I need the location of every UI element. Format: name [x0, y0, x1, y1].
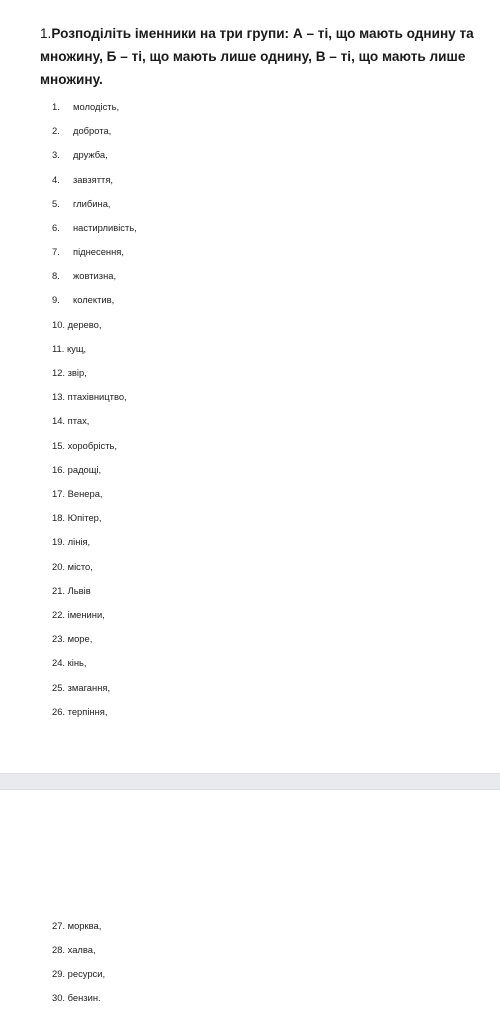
- list-item: 6. настирливість,: [52, 222, 137, 233]
- list-item: 30. бензин.: [52, 992, 101, 1003]
- list-item: 9. колектив,: [52, 294, 115, 305]
- list-item: 16. радощі,: [52, 464, 102, 475]
- list-item: 25. змагання,: [52, 682, 111, 693]
- list-item: 23. море,: [52, 633, 93, 644]
- list-item: 22. іменини,: [52, 609, 105, 620]
- page-break-divider: [0, 773, 500, 790]
- list-item: 18. Юпітер,: [52, 512, 102, 523]
- list-item: 3. дружба,: [52, 149, 108, 160]
- list-item: 1. молодість,: [52, 101, 120, 112]
- task-text: Розподіліть іменники на три групи: А – ті, що мають однину та множину, Б – ті, що мають лише однину, В – ті, що мають лише множину.: [40, 26, 474, 87]
- list-item: 12. звір,: [52, 367, 87, 378]
- list-item: 7. піднесення,: [52, 246, 124, 257]
- task-number: 1.: [40, 26, 52, 41]
- list-item: 21. Львів: [52, 585, 91, 596]
- list-item: 29. ресурси,: [52, 968, 106, 979]
- list-item: 19. лінія,: [52, 536, 91, 547]
- list-item: 27. морква,: [52, 920, 102, 931]
- list-item: 2. доброта,: [52, 125, 112, 136]
- list-item: 15. хоробрість,: [52, 440, 117, 451]
- list-item: 24. кінь,: [52, 657, 87, 668]
- list-item: 13. птахівництво,: [52, 391, 127, 402]
- list-item: 10. дерево,: [52, 319, 102, 330]
- list-item: 11. кущ,: [52, 343, 87, 354]
- list-item: 17. Венера,: [52, 488, 103, 499]
- task-heading: [40, 22, 485, 91]
- list-item: 14. птах,: [52, 415, 90, 426]
- list-item: 26. терпіння,: [52, 706, 108, 717]
- document-page-2: [0, 790, 500, 1018]
- list-item: 5. глибина,: [52, 198, 111, 209]
- list-item: 8. жовтизна,: [52, 270, 117, 281]
- list-item: 4. завзяття,: [52, 174, 114, 185]
- list-item: 28. халва,: [52, 944, 96, 955]
- list-item: 20. місто,: [52, 561, 93, 572]
